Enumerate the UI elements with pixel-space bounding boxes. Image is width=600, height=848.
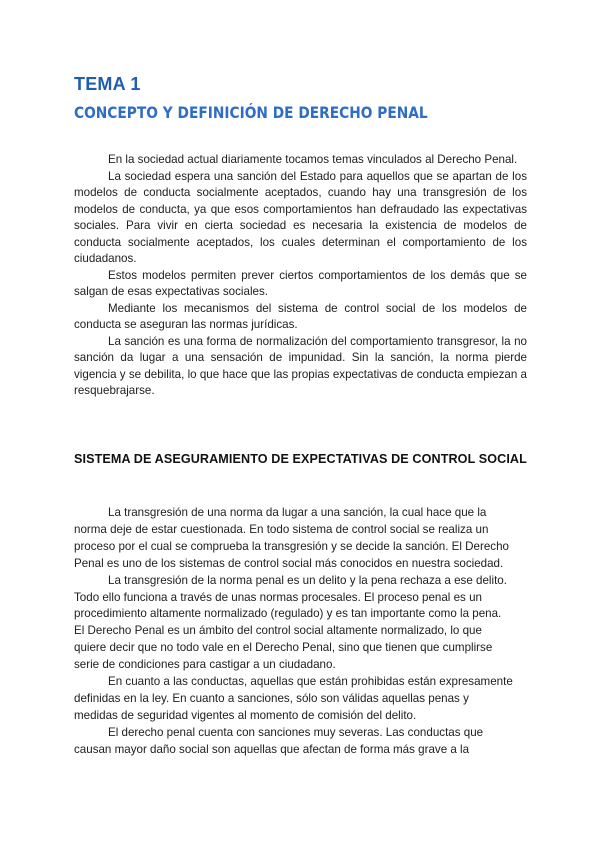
section-heading: SISTEMA DE ASEGURAMIENTO DE EXPECTATIVAS DE CONTROL SOCIAL bbox=[74, 452, 527, 466]
paragraph: La transgresión de la norma penal es un delito y la pena rechaza a ese delito. Todo ello funciona a través de unas normas procesales. El proceso penal es un procedimiento altamente normalizado (regulado) y es tan importante como la pena. El Derecho Penal es un ámbito del control social altamente normalizado, lo que quiere decir que no todo vale en el Derecho Penal, sino que tienen que cumplirse serie de condiciones para castigar a un ciudadano. bbox=[74, 573, 507, 672]
paragraph: La sociedad espera una sanción del Estado para aquellos que se apartan de los modelos de conducta socialmente aceptados, cuando hay una transgresión de los modelos de conducta, ya que esos comportamientos han defraudado las expectativas sociales. Para vivir en cierta sociedad es necesaria la existencia de modelos de conducta socialmente aceptados, los cuales determinan el comportamiento de los ciudadanos. bbox=[74, 169, 527, 265]
control-social-section bbox=[74, 505, 514, 759]
intro-section bbox=[74, 152, 527, 400]
paragraph: El derecho penal cuenta con sanciones muy severas. Las conductas que causan mayor daño social son aquellas que afectan de forma más grave a la bbox=[74, 725, 484, 756]
paragraph: En la sociedad actual diariamente tocamos temas vinculados al Derecho Penal. bbox=[108, 153, 518, 166]
paragraph: Estos modelos permiten prever ciertos comportamientos de los demás que se salgan de esas expectativas sociales. bbox=[74, 268, 527, 298]
paragraph: La sanción es una forma de normalización del comportamiento transgresor, la no sanción da lugar a una sensación de impunidad. Sin la sanción, la norma pierde vigencia y se debilita, lo que hace que las propias expectativas de conducta empiezan a resquebrajarse. bbox=[74, 334, 527, 397]
paragraph: Mediante los mecanismos del sistema de control social de los modelos de conducta se aseguran las normas jurídicas. bbox=[74, 301, 527, 331]
paragraph: En cuanto a las conductas, aquellas que están prohibidas están expresamente definidas en la ley. En cuanto a sanciones, sólo son válidas aquellas penas y medidas de seguridad vigentes al momento de comisión del delito. bbox=[74, 675, 513, 722]
topic-number: TEMA 1 bbox=[74, 74, 141, 94]
topic-title: CONCEPTO Y DEFINICIÓN DE DERECHO PENAL bbox=[74, 103, 428, 122]
paragraph: La transgresión de una norma da lugar a una sanción, la cual hace que la norma deje de estar cuestionada. En todo sistema de control social se realiza un proceso por el cual se comprueba la transgresión y se decide la sanción. El Derecho Penal es uno de los sistemas de control social más conocidos en nuestra sociedad. bbox=[74, 506, 510, 570]
